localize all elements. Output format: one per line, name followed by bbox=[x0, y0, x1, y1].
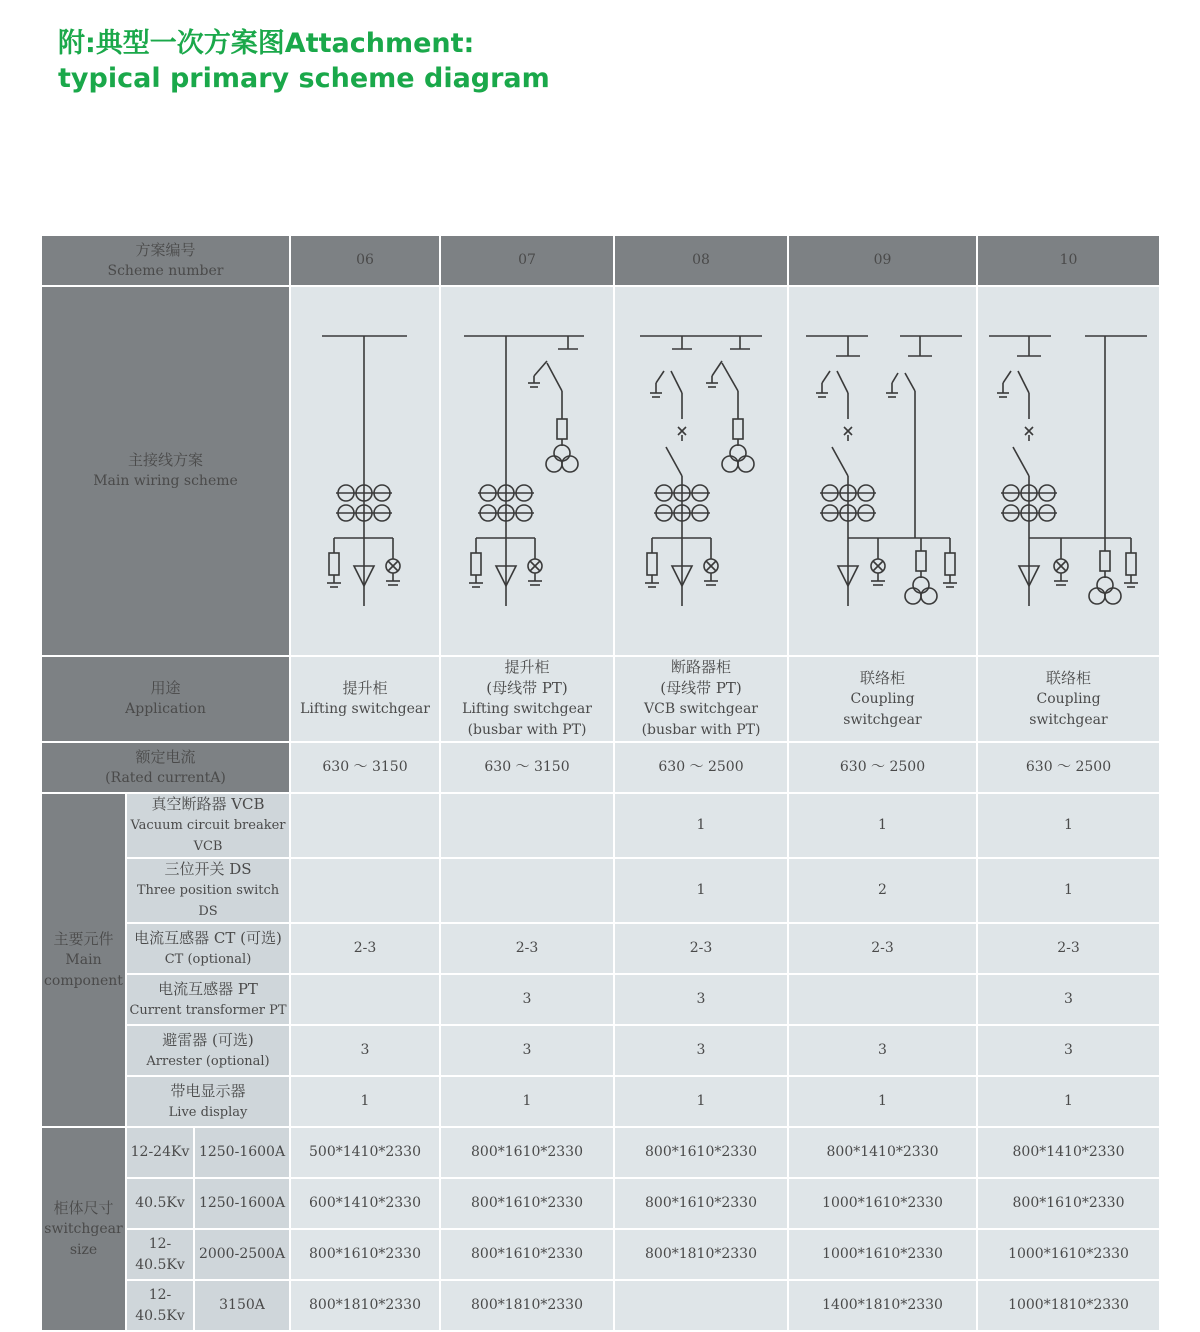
size-value: 1000*1610*2330 bbox=[788, 1229, 977, 1280]
rated-current-value: 630 ～ 3150 bbox=[290, 742, 440, 793]
size-value: 800*1810*2330 bbox=[440, 1280, 614, 1331]
wiring-09-svg bbox=[790, 301, 975, 641]
component-value: 3 bbox=[614, 974, 788, 1025]
header-row bbox=[41, 235, 1160, 286]
wiring-10-svg bbox=[979, 301, 1159, 641]
size-value: 800*1610*2330 bbox=[440, 1127, 614, 1178]
size-value: 800*1810*2330 bbox=[290, 1280, 440, 1331]
component-value: 3 bbox=[440, 974, 614, 1025]
application-08: 断路器柜 (母线带 PT) VCB switchgear (busbar with PT) bbox=[614, 656, 788, 742]
component-value: 3 bbox=[977, 974, 1160, 1025]
size-value: 800*1410*2330 bbox=[977, 1127, 1160, 1178]
arrester-icon bbox=[1126, 553, 1136, 575]
component-value: 1 bbox=[614, 793, 788, 858]
fuse-icon bbox=[557, 419, 567, 439]
application-row bbox=[41, 656, 1160, 742]
scheme-08: 08 bbox=[614, 235, 788, 286]
title-line-1: 附:典型一次方案图Attachment: bbox=[58, 28, 475, 59]
application-09: 联络柜 Coupling switchgear bbox=[788, 656, 977, 742]
size-value: 800*1410*2330 bbox=[788, 1127, 977, 1178]
size-voltage: 12- 40.5Kv bbox=[126, 1280, 194, 1331]
component-value: 1 bbox=[977, 858, 1160, 923]
main-component-label: 主要元件 Main component bbox=[41, 793, 126, 1127]
size-value: 500*1410*2330 bbox=[290, 1127, 440, 1178]
arrester-icon bbox=[647, 553, 657, 575]
component-value: 3 bbox=[977, 1025, 1160, 1076]
switchgear-size-label: 柜体尺寸 switchgear size bbox=[41, 1127, 126, 1331]
component-value: 1 bbox=[614, 1076, 788, 1127]
wiring-08-svg bbox=[616, 301, 786, 641]
component-value: 3 bbox=[290, 1025, 440, 1076]
component-value: 3 bbox=[788, 1025, 977, 1076]
size-value: 1000*1610*2330 bbox=[788, 1178, 977, 1229]
wiring-07-svg bbox=[442, 301, 612, 641]
size-value: 800*1610*2330 bbox=[440, 1178, 614, 1229]
wiring-diagram-09 bbox=[788, 286, 977, 656]
component-value: 1 bbox=[977, 1076, 1160, 1127]
size-value: 800*1610*2330 bbox=[440, 1229, 614, 1280]
component-row bbox=[41, 923, 1160, 974]
component-value: 3 bbox=[440, 1025, 614, 1076]
component-value bbox=[440, 793, 614, 858]
component-row bbox=[41, 858, 1160, 923]
arrester-icon bbox=[471, 553, 481, 575]
component-value bbox=[788, 974, 977, 1025]
component-row bbox=[41, 793, 1160, 858]
component-value: 1 bbox=[977, 793, 1160, 858]
rated-current-value: 630 ～ 2500 bbox=[788, 742, 977, 793]
component-value: 2-3 bbox=[788, 923, 977, 974]
wiring-diagram-10 bbox=[977, 286, 1160, 656]
size-row bbox=[41, 1229, 1160, 1280]
scheme-07: 07 bbox=[440, 235, 614, 286]
component-value: 1 bbox=[788, 1076, 977, 1127]
size-voltage: 40.5Kv bbox=[126, 1178, 194, 1229]
size-row bbox=[41, 1280, 1160, 1331]
size-row bbox=[41, 1127, 1160, 1178]
component-name: 避雷器 (可选) Arrester (optional) bbox=[126, 1025, 290, 1076]
component-value bbox=[290, 858, 440, 923]
scheme-09: 09 bbox=[788, 235, 977, 286]
size-value: 800*1610*2330 bbox=[290, 1229, 440, 1280]
component-value: 1 bbox=[614, 858, 788, 923]
component-value: 1 bbox=[788, 793, 977, 858]
size-value: 800*1810*2330 bbox=[614, 1229, 788, 1280]
fuse-icon bbox=[1100, 551, 1110, 571]
application-07: 提升柜 (母线带 PT) Lifting switchgear (busbar with PT) bbox=[440, 656, 614, 742]
scheme-table bbox=[40, 234, 1161, 1332]
wiring-row bbox=[41, 286, 1160, 656]
component-name: 电流互感器 PT Current transformer PT bbox=[126, 974, 290, 1025]
size-value: 1400*1810*2330 bbox=[788, 1280, 977, 1331]
component-value bbox=[290, 974, 440, 1025]
title-line-2: typical primary scheme diagram bbox=[58, 63, 550, 94]
application-06: 提升柜 Lifting switchgear bbox=[290, 656, 440, 742]
size-current: 1250-1600A bbox=[194, 1127, 290, 1178]
component-value: 2-3 bbox=[977, 923, 1160, 974]
arrester-icon bbox=[329, 553, 339, 575]
fuse-icon bbox=[733, 419, 743, 439]
main-wiring-label: 主接线方案 Main wiring scheme bbox=[41, 286, 290, 656]
size-current: 1250-1600A bbox=[194, 1178, 290, 1229]
component-name: 三位开关 DS Three position switch DS bbox=[126, 858, 290, 923]
size-value: 1000*1610*2330 bbox=[977, 1229, 1160, 1280]
application-10: 联络柜 Coupling switchgear bbox=[977, 656, 1160, 742]
rated-current-value: 630 ～ 2500 bbox=[977, 742, 1160, 793]
size-current: 3150A bbox=[194, 1280, 290, 1331]
wiring-diagram-07 bbox=[440, 286, 614, 656]
component-row bbox=[41, 1025, 1160, 1076]
size-value: 800*1610*2330 bbox=[614, 1178, 788, 1229]
size-value: 800*1610*2330 bbox=[614, 1127, 788, 1178]
scheme-10: 10 bbox=[977, 235, 1160, 286]
page-title bbox=[58, 26, 550, 96]
application-label: 用途 Application bbox=[41, 656, 290, 742]
wiring-diagram-06 bbox=[290, 286, 440, 656]
component-value: 2-3 bbox=[614, 923, 788, 974]
component-value: 1 bbox=[290, 1076, 440, 1127]
component-value bbox=[440, 858, 614, 923]
component-value: 2 bbox=[788, 858, 977, 923]
component-value: 2-3 bbox=[290, 923, 440, 974]
rated-current-value: 630 ～ 2500 bbox=[614, 742, 788, 793]
size-voltage: 12-24Kv bbox=[126, 1127, 194, 1178]
size-value: 1000*1810*2330 bbox=[977, 1280, 1160, 1331]
wiring-diagram-08 bbox=[614, 286, 788, 656]
size-current: 2000-2500A bbox=[194, 1229, 290, 1280]
component-name: 真空断路器 VCB Vacuum circuit breaker VCB bbox=[126, 793, 290, 858]
rated-current-row bbox=[41, 742, 1160, 793]
component-value: 2-3 bbox=[440, 923, 614, 974]
size-voltage: 12- 40.5Kv bbox=[126, 1229, 194, 1280]
component-value bbox=[290, 793, 440, 858]
component-row bbox=[41, 974, 1160, 1025]
component-value: 1 bbox=[440, 1076, 614, 1127]
component-value: 3 bbox=[614, 1025, 788, 1076]
fuse-icon bbox=[916, 551, 926, 571]
rated-current-label: 额定电流 (Rated currentA) bbox=[41, 742, 290, 793]
size-value bbox=[614, 1280, 788, 1331]
arrester-icon bbox=[945, 553, 955, 575]
size-row bbox=[41, 1178, 1160, 1229]
component-name: 电流互感器 CT (可选) CT (optional) bbox=[126, 923, 290, 974]
scheme-number-label: 方案编号 Scheme number bbox=[41, 235, 290, 286]
size-value: 800*1610*2330 bbox=[977, 1178, 1160, 1229]
wiring-06-svg bbox=[292, 301, 438, 641]
size-value: 600*1410*2330 bbox=[290, 1178, 440, 1229]
component-name: 带电显示器 Live display bbox=[126, 1076, 290, 1127]
scheme-06: 06 bbox=[290, 235, 440, 286]
component-row bbox=[41, 1076, 1160, 1127]
rated-current-value: 630 ～ 3150 bbox=[440, 742, 614, 793]
